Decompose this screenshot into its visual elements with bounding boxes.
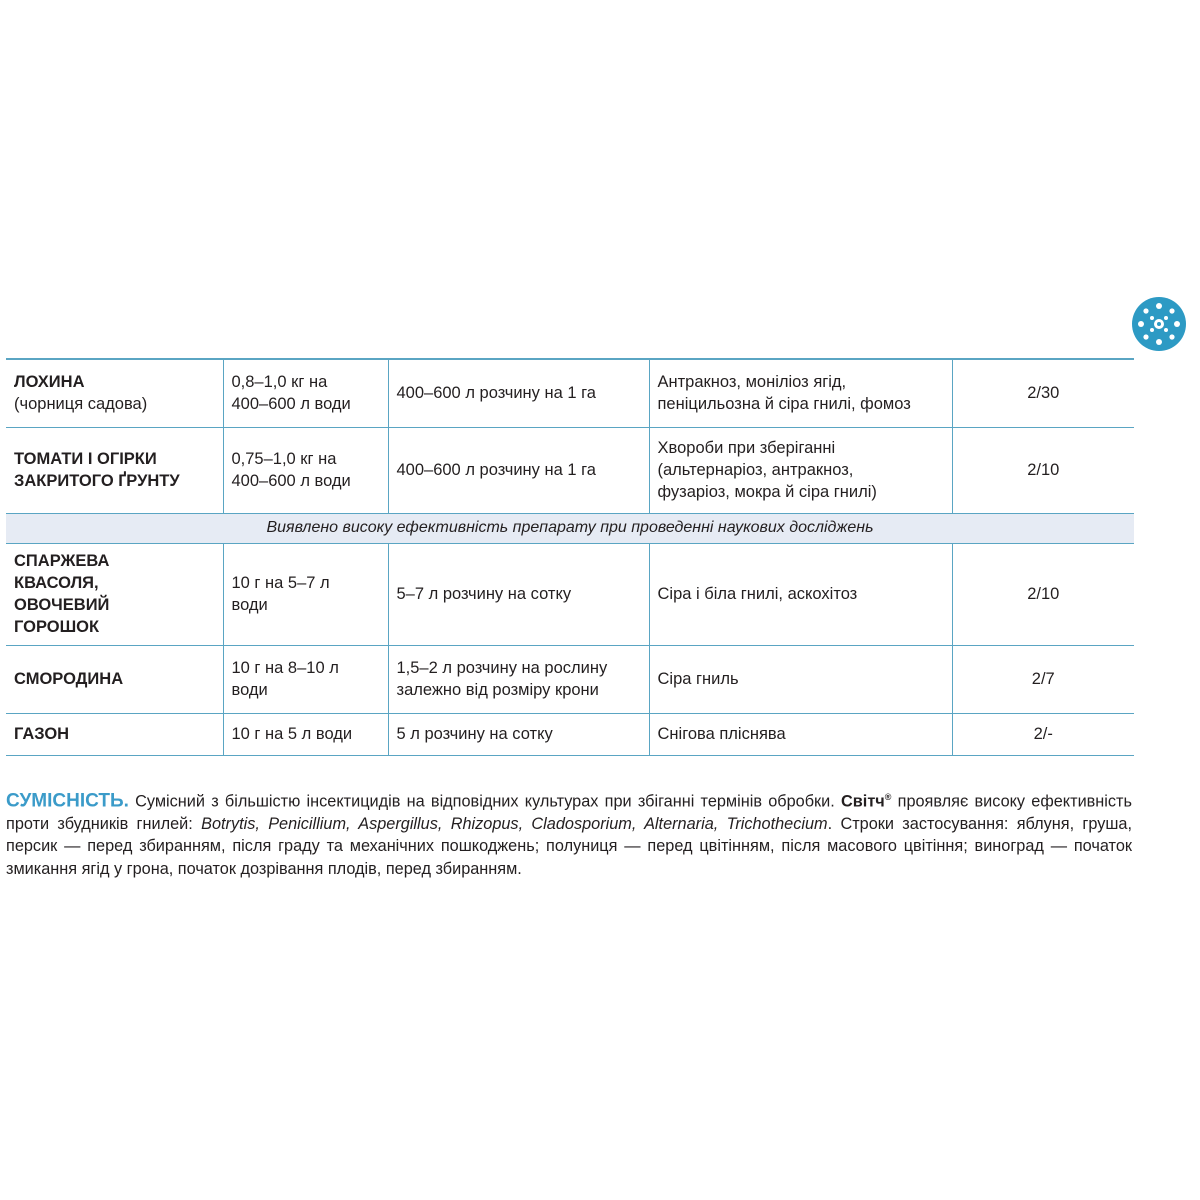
note-row <box>6 513 1134 543</box>
crop-cell <box>6 359 223 427</box>
compatibility-text: проявляє високу ефективність проти збудників гнилей: <box>6 792 1132 833</box>
consumption-cell <box>388 359 649 427</box>
consumption-cell <box>388 427 649 513</box>
table-row <box>6 543 1134 645</box>
crop-name: ГАЗОН <box>14 725 70 743</box>
treatments-cell: 2/10 <box>952 427 1134 513</box>
rate-line: води <box>231 681 268 699</box>
disease-cell <box>649 543 952 645</box>
rate-line: 10 г на 5–7 л <box>231 574 330 592</box>
crop-name: СПАРЖЕВА <box>14 552 110 570</box>
research-note: Виявлено високу ефективність препарату при проведенні наукових досліджень <box>6 513 1134 543</box>
disease-line: пеніцильозна й сіра гнилі, фомоз <box>657 395 911 414</box>
crop-name: ТОМАТИ І ОГІРКИ <box>14 450 157 468</box>
consumption-line: 1,5–2 л розчину на рослину <box>396 659 608 677</box>
registered-mark: ® <box>884 792 892 802</box>
disease-line: Антракноз, моніліоз ягід, <box>657 373 847 392</box>
crop-name: ГОРОШОК <box>14 618 100 636</box>
crop-name: ЛОХИНА <box>14 373 85 392</box>
crop-name: СМОРОДИНА <box>14 670 124 688</box>
crop-cell <box>6 543 223 645</box>
rate-line: 0,8–1,0 кг на <box>231 373 328 392</box>
disease-cell <box>649 427 952 513</box>
table-row <box>6 359 1134 427</box>
treatments-cell: 2/30 <box>952 359 1134 427</box>
crop-cell <box>6 645 223 713</box>
treatments-cell: 2/7 <box>952 645 1134 713</box>
compatibility-text: . Строки застосування: яблуня, груша, персик — перед збиранням, після граду та механічних пошкоджень; полуниця — перед цвітінням, після масового цвітіння; виноград — початок змикання ягід у грона, початок дозрівання плодів, перед збиранням. <box>6 814 1133 878</box>
rate-line: 0,75–1,0 кг на <box>231 450 337 468</box>
application-table <box>6 358 1134 756</box>
consumption-line: 400–600 л розчину на 1 га <box>396 384 596 403</box>
consumption-line: 400–600 л розчину на 1 га <box>396 461 596 479</box>
consumption-line: 5 л розчину на сотку <box>396 725 553 743</box>
rate-cell <box>223 645 388 713</box>
rate-cell <box>223 713 388 755</box>
disease-line: Сіра гниль <box>657 670 739 688</box>
compatibility-heading: СУМІСНІСТЬ. <box>6 790 129 812</box>
pathogen-list: Botrytis, Penicillium, Aspergillus, Rhizopus, Cladosporium, Alternaria, Trichothecium <box>201 814 828 833</box>
crop-cell <box>6 713 223 755</box>
rate-line: 10 г на 8–10 л <box>231 659 339 677</box>
crop-cell <box>6 427 223 513</box>
rate-cell <box>223 359 388 427</box>
table-row <box>6 645 1134 713</box>
consumption-cell <box>388 645 649 713</box>
disease-line: (альтернаріоз, антракноз, <box>657 461 854 479</box>
crop-name: ОВОЧЕВИЙ <box>14 596 110 614</box>
consumption-cell <box>388 713 649 755</box>
rate-cell <box>223 427 388 513</box>
rate-line: води <box>231 596 268 614</box>
rate-cell <box>223 543 388 645</box>
disease-line: Снігова пліснява <box>657 725 786 743</box>
disease-cell <box>649 359 952 427</box>
consumption-line: залежно від розміру крони <box>396 681 599 699</box>
consumption-line: 5–7 л розчину на сотку <box>396 585 572 603</box>
disease-line: Сіра і біла гнилі, аскохітоз <box>657 585 858 603</box>
consumption-cell <box>388 543 649 645</box>
disease-line: фузаріоз, мокра й сіра гнилі) <box>657 483 877 501</box>
table-row <box>6 713 1134 755</box>
brand-name: Світч <box>841 792 885 811</box>
rate-line: 10 г на 5 л води <box>231 725 353 743</box>
compatibility-text: Сумісний з більшістю інсектицидів на відповідних культурах при збіганні термінів обробки. <box>128 792 842 811</box>
disease-cell <box>649 713 952 755</box>
table-row <box>6 427 1134 513</box>
crop-name: ЗАКРИТОГО ҐРУНТУ <box>14 472 180 490</box>
treatments-cell: 2/- <box>952 713 1134 755</box>
crop-subname: (чорниця садова) <box>14 395 148 414</box>
disease-line: Хвороби при зберіганні <box>657 439 836 457</box>
rate-line: 400–600 л води <box>231 472 351 490</box>
rate-line: 400–600 л води <box>231 395 351 414</box>
flower-badge-icon <box>1131 296 1187 352</box>
crop-name: КВАСОЛЯ, <box>14 574 99 592</box>
compatibility-paragraph <box>6 786 1132 880</box>
treatments-cell: 2/10 <box>952 543 1134 645</box>
disease-cell <box>649 645 952 713</box>
